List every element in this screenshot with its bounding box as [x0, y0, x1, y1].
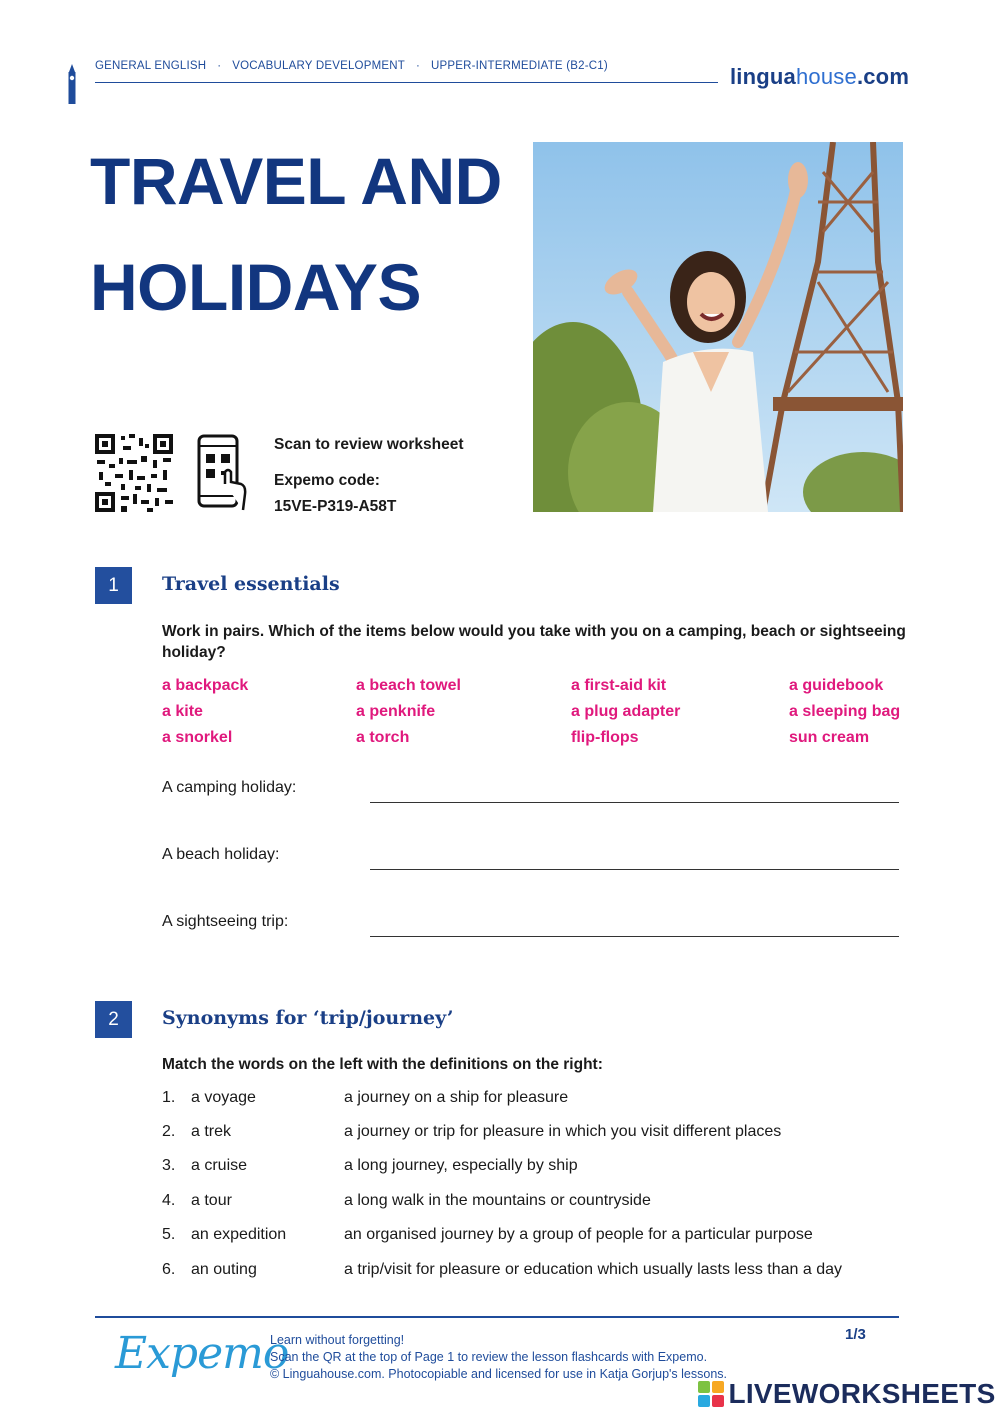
- vocab-item: a first-aid kit: [571, 677, 667, 694]
- sightseeing-answer-line[interactable]: [370, 936, 899, 937]
- liveworksheets-watermark[interactable]: [698, 1378, 996, 1408]
- footer-divider: [95, 1316, 899, 1318]
- camping-answer-line[interactable]: [370, 802, 899, 803]
- section-title-2: Synonyms for ‘trip/journey’: [162, 1007, 454, 1029]
- title-line-2: HOLIDAYS: [90, 250, 421, 324]
- breadcrumb-course: GENERAL ENGLISH: [95, 60, 207, 72]
- page-title: [90, 128, 502, 340]
- beach-answer-line[interactable]: [370, 869, 899, 870]
- expemo-code: 15VE-P319-A58T: [274, 498, 397, 515]
- vocab-item: sun cream: [789, 729, 870, 746]
- match-word[interactable]: a tour: [191, 1192, 232, 1209]
- match-definition[interactable]: a long walk in the mountains or countryside: [344, 1192, 651, 1209]
- item-number: 4.: [162, 1192, 176, 1209]
- match-row: [162, 1157, 922, 1181]
- vocab-item: a sleeping bag: [789, 703, 901, 720]
- breadcrumb-topic: VOCABULARY DEVELOPMENT: [232, 60, 405, 72]
- phone-scan-icon: [197, 434, 249, 512]
- qr-code[interactable]: [95, 434, 173, 512]
- match-definition[interactable]: a journey on a ship for pleasure: [344, 1089, 569, 1106]
- match-definition[interactable]: a trip/visit for pleasure or education which usually lasts less than a day: [344, 1261, 843, 1278]
- scan-label: Scan to review worksheet: [274, 436, 464, 453]
- hero-photo: [533, 142, 903, 512]
- match-row: [162, 1123, 922, 1147]
- big-ben-icon: [66, 64, 78, 104]
- liveworksheets-text: LIVEWORKSHEETS: [728, 1378, 996, 1409]
- brand-logo[interactable]: linguahouse.com: [730, 64, 910, 89]
- match-definition[interactable]: a journey or trip for pleasure in which you visit different places: [344, 1123, 782, 1140]
- header-divider: [95, 82, 718, 83]
- section-title-1: Travel essentials: [162, 573, 340, 595]
- match-word[interactable]: an outing: [191, 1261, 257, 1278]
- vocab-item: a backpack: [162, 677, 249, 694]
- liveworksheets-logo-icon: [698, 1381, 724, 1407]
- camping-label: A camping holiday:: [162, 779, 297, 796]
- vocab-item: a beach towel: [356, 677, 461, 694]
- vocab-item: a penknife: [356, 703, 436, 720]
- footer-scan-note: Scan the QR at the top of Page 1 to review the lesson flashcards with Expemo.: [270, 1350, 708, 1364]
- section-number-2: 2: [95, 1001, 132, 1038]
- sightseeing-label: A sightseeing trip:: [162, 913, 289, 930]
- section-number-1: 1: [95, 567, 132, 604]
- vocab-item: a plug adapter: [571, 703, 681, 720]
- item-number: 2.: [162, 1123, 176, 1140]
- match-row: [162, 1192, 922, 1216]
- expemo-logo[interactable]: Expemo: [115, 1328, 289, 1379]
- item-number: 6.: [162, 1261, 176, 1278]
- title-line-1: TRAVEL AND: [90, 144, 502, 218]
- match-word[interactable]: a voyage: [191, 1089, 256, 1106]
- vocab-item: flip-flops: [571, 729, 639, 746]
- expemo-code-label: Expemo code:: [274, 472, 380, 489]
- breadcrumb: GENERAL ENGLISH · VOCABULARY DEVELOPMENT · UPPER-INTERMEDIATE (B2-C1): [95, 60, 608, 72]
- match-row: [162, 1089, 922, 1113]
- match-word[interactable]: a cruise: [191, 1157, 248, 1174]
- page-number: 1/3: [845, 1326, 866, 1343]
- beach-label: A beach holiday:: [162, 846, 280, 863]
- item-number: 5.: [162, 1226, 176, 1243]
- scan-info: [274, 432, 464, 520]
- section-1-instruction: Work in pairs. Which of the items below would you take with you on a camping, beach or sightseeing holiday?: [162, 623, 906, 661]
- vocab-item: a guidebook: [789, 677, 884, 694]
- footer-text: [270, 1332, 727, 1383]
- item-number: 3.: [162, 1157, 176, 1174]
- match-row: [162, 1261, 922, 1285]
- vocab-item: a torch: [356, 729, 410, 746]
- footer-tagline: Learn without forgetting!: [270, 1333, 405, 1347]
- section-2-instruction: Match the words on the left with the definitions on the right:: [162, 1056, 603, 1073]
- breadcrumb-level: UPPER-INTERMEDIATE (B2-C1): [430, 60, 608, 72]
- match-word[interactable]: an expedition: [191, 1226, 287, 1243]
- match-word[interactable]: a trek: [191, 1123, 232, 1140]
- match-definition[interactable]: a long journey, especially by ship: [344, 1157, 578, 1174]
- match-definition[interactable]: an organised journey by a group of people for a particular purpose: [344, 1226, 813, 1243]
- item-number: 1.: [162, 1089, 176, 1106]
- vocab-item: a snorkel: [162, 729, 233, 746]
- footer-copyright: © Linguahouse.com. Photocopiable and licensed for use in Katja Gorjup's lessons.: [270, 1367, 728, 1381]
- vocab-item: a kite: [162, 703, 203, 720]
- match-row: [162, 1226, 922, 1250]
